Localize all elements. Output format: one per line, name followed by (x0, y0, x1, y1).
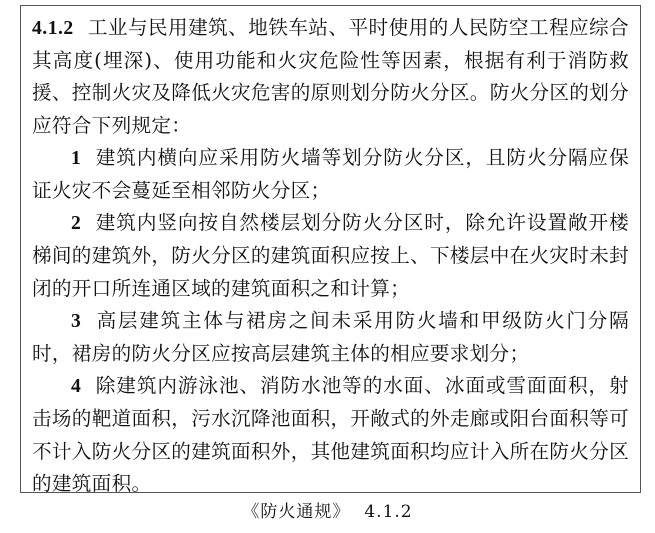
clause-box (20, 5, 641, 493)
item-text: 高层建筑主体与裙房之间未采用防火墙和甲级防火门分隔时，裙房的防火分区应按高层建筑主体的相应要求划分； (32, 308, 629, 366)
clause-item-2 (32, 207, 629, 305)
clause-number: 4.1.2 (32, 18, 74, 39)
item-text: 建筑内竖向按自然楼层划分防火分区时，除允许设置敞开楼梯间的建筑外，防火分区的建筑面积应按上、下楼层中在火灾时未封闭的开口所连通区域的建筑面积之和计算； (32, 211, 629, 300)
clause-item-1 (32, 142, 629, 207)
item-text: 除建筑内游泳池、消防水池等的水面、冰面或雪面面积，射击场的靶道面积，污水沉降池面积，开敞式的外走廊或阳台面积等可不计入防火分区的建筑面积外，其他建筑面积均应计入所在防火分区的建筑面积。 (32, 374, 629, 495)
caption-source: 《防火通规》 (242, 502, 351, 522)
clause-item-3 (32, 305, 629, 370)
clause-intro (32, 12, 629, 142)
item-text: 建筑内横向应采用防火墙等划分防火分区，且防火分隔应保证火灾不会蔓延至相邻防火分区； (32, 145, 629, 203)
caption (0, 500, 655, 524)
item-number: 2 (71, 213, 82, 235)
item-number: 1 (71, 147, 82, 169)
item-number: 4 (71, 376, 82, 398)
caption-ref: 4.1.2 (364, 502, 413, 522)
clause-intro-text: 工业与民用建筑、地铁车站、平时使用的人民防空工程应综合其高度(埋深)、使用功能和火灾危险性等因素，根据有利于消防救援、控制火灾及降低火灾危害的原则划分防火分区。防火分区的划分应符合下列规定： (32, 16, 629, 137)
item-number: 3 (71, 310, 82, 332)
clause-item-4 (32, 370, 629, 500)
